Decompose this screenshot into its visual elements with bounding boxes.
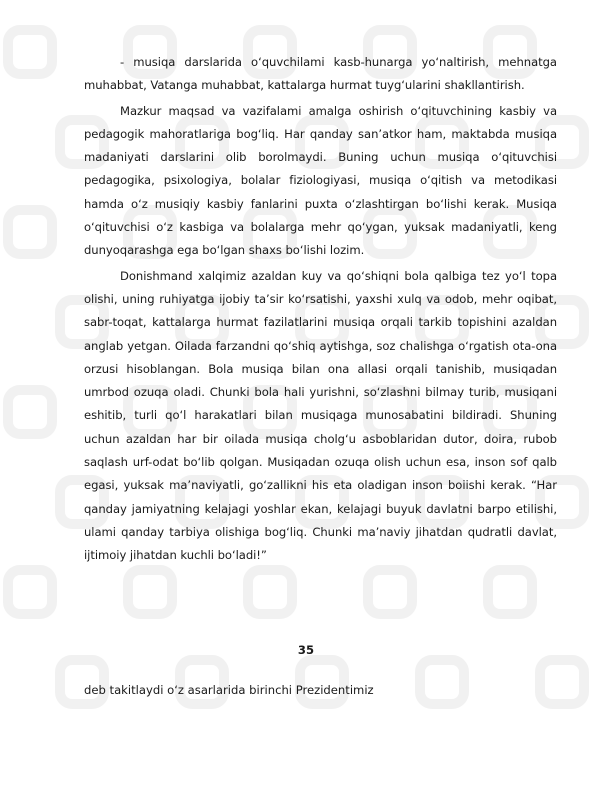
document-body [84,51,557,568]
paragraph-teacher-skills: Mazkur maqsad va vazifalami amalga oshirish o‘qituvchining kasbiy va pedagogik mahoratlariga bog‘liq. Har qanday san’atkor ham, maktabda musiqa madaniyati darslarini olib borolmaydi. Buning uchun musiqa o‘qituvchisi pedagogika, psixologiya, bolalar fiziologiyasi, musiqa o‘qitish va metodikasi hamda o‘z musiqiy kasbiy fanlarini puxta o‘zlashtirgan bo‘lishi kerak. Musiqa o‘qituvchisi o‘z kasbiga va bolalarga mehr qo‘ygan, yuksak madaniyatli, keng dunyoqarashga ega bo‘lgan shaxs bo‘lishi lozim. [84,103,557,258]
footer-text: deb takitlaydi o‘z asarlarida birinchi Prezidentimiz [84,683,374,697]
paragraph-music-tradition: Donishmand xalqimiz azaldan kuy va qo‘shiqni bola qalbiga tez yo‘l topa olishi, uning ruhiyatga ijobiy ta’sir ko‘rsatishi, yaxshi xulq va odob, mehr oqibat, sabr-toqat, kattalarga hurmat fazilatlarini musiqa orqali tarkib topishini azaldan anglab yetgan. Oilada farzandni qo‘shiq aytishga, soz chalishga o‘rgatish ota-ona orzusi hisoblangan. Bola musiqa bilan ona allasi orqali tanishib, musiqadan umrbod ozuqa oladi. Chunki bola hali yurishni, so‘zlashni bilmay turib, musiqani eshitib, turli qo‘l harakatlari bilan musiqaga munosabatini bildiradi. Shuning uchun azaldan har bir oilada musiqa cholg‘u asboblaridan dutor, doira, rubob saqlash urf-odat bo‘lib qolgan. Musiqadan ozuqa olish uchun esa, inson sof qalb egasi, yuksak ma’naviyatli, go‘zallikni his eta oladigan inson boiishi kerak. “Har qanday jamiyatning kelajagi yoshlar ekan, kelajagi buyuk davlatni barpo etilishi, ulami qanday tarbiya olishiga bog‘liq. Chunki ma’naviy jihatdan qudratli davlat, ijtimoiy jihatdan kuchli bo‘ladi!” [84,268,557,563]
page-number: 35 [297,643,315,657]
paragraph-career-guidance: - musiqa darslarida o‘quvchilami kasb-hunarga yo‘naltirish, mehnatga muhabbat, Vatanga muhabbat, kattalarga hurmat tuyg‘ularini shakllantirish. [84,55,557,93]
